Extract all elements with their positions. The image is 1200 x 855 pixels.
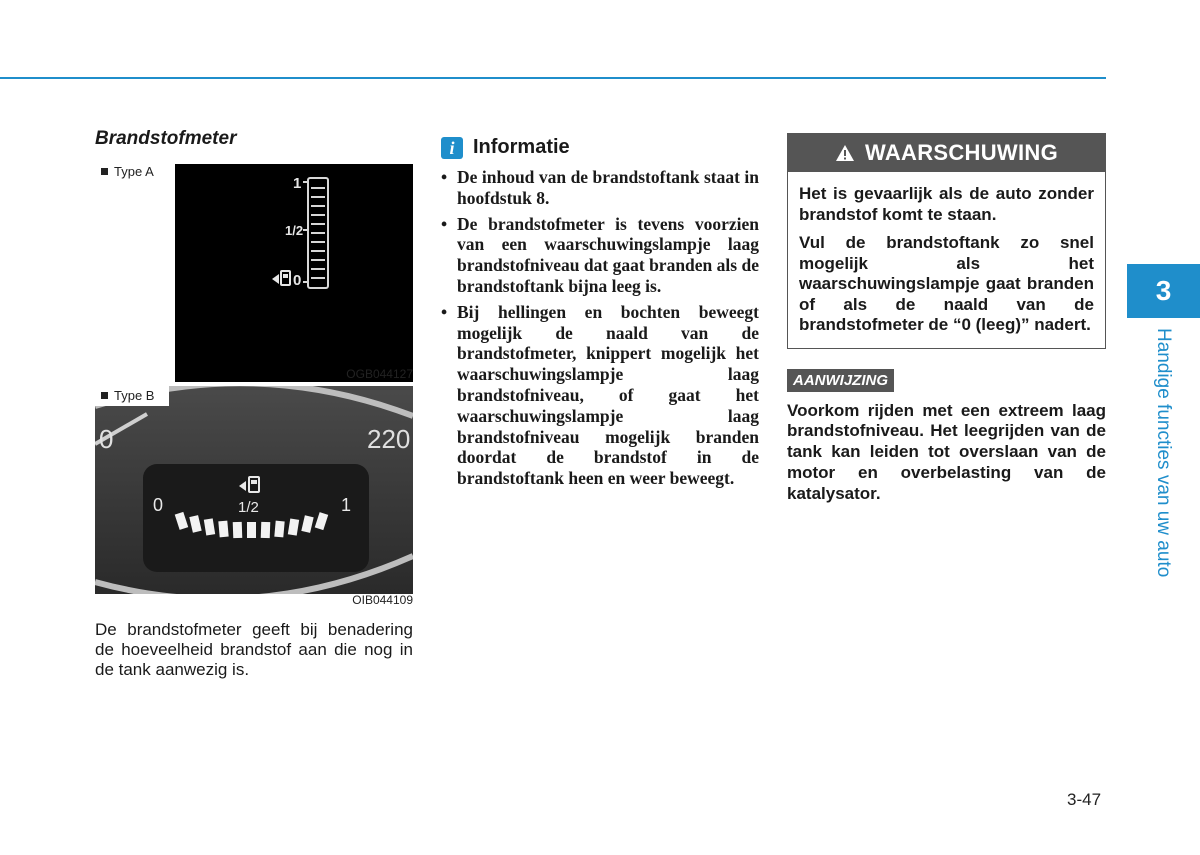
note-badge: AANWIJZING bbox=[787, 369, 894, 392]
gauge-a-empty-label: 0 bbox=[293, 272, 302, 289]
figure-label-type-a: Type A bbox=[101, 164, 154, 179]
list-item: • Bij hellingen en bochten beweegt mogelijk de naald van de brandstofmeter, knippert mogelijk het waarschuwingslampje laag brandstofniveau, of gaat het waarschuwingslampje laag brandstofniveau mogelijk branden doordat de brandstof in de brandstoftank heen en weer beweegt. bbox=[441, 302, 759, 489]
header-rule bbox=[0, 77, 1106, 79]
warning-paragraph-2: Vul de brandstoftank zo snel mogelijk als het waarschuwingslampje gaat branden of als de naald van de brandstofmeter de “0 (leeg)” nadert. bbox=[799, 233, 1094, 334]
figure-type-b bbox=[95, 386, 413, 608]
digital-fuel-gauge bbox=[175, 164, 413, 382]
warning-triangle-icon bbox=[835, 144, 855, 162]
chapter-title: Handige functies van uw auto bbox=[1153, 328, 1174, 578]
warning-section bbox=[787, 133, 1106, 504]
svg-text:0: 0 bbox=[99, 424, 114, 454]
figure-code-type-a: OGB044127 bbox=[346, 367, 413, 381]
fuel-pump-icon bbox=[272, 271, 290, 285]
info-header bbox=[441, 136, 759, 159]
info-list bbox=[441, 167, 759, 489]
square-bullet-icon bbox=[101, 392, 108, 399]
fuel-gauge-section bbox=[95, 128, 413, 680]
chapter-tab: 3 bbox=[1127, 264, 1200, 318]
info-title: Informatie bbox=[473, 136, 570, 158]
gauge-b-half-label: 1/2 bbox=[238, 499, 259, 516]
gauge-a-full-label: 1 bbox=[293, 175, 302, 192]
figure-type-a bbox=[95, 164, 413, 384]
page-number: 3-47 bbox=[1067, 790, 1102, 809]
figure-code-type-b: OIB044109 bbox=[352, 593, 413, 607]
warning-body bbox=[788, 172, 1105, 348]
speed-label-220: 220 bbox=[367, 424, 411, 454]
analog-fuel-gauge-graphic bbox=[95, 386, 413, 608]
fuel-bar-gauge-graphic bbox=[175, 164, 413, 382]
warning-box bbox=[787, 133, 1106, 349]
section-title: Brandstofmeter bbox=[95, 128, 237, 149]
warning-paragraph-1: Het is gevaarlijk als de auto zonder brandstof komt te staan. bbox=[799, 184, 1094, 224]
list-item: • De brandstofmeter is tevens voorzien van een waarschuwingslampje laag brandstofniveau dat gaat branden als de brandstoftank bijna leeg is. bbox=[441, 214, 759, 297]
note-text: Voorkom rijden met een extreem laag brandstofniveau. Het leegrijden van de tank kan leiden tot overslaan van de motor en overbelasting van de katalysator. bbox=[787, 400, 1106, 503]
square-bullet-icon bbox=[101, 168, 108, 175]
figure-label-type-b: Type B bbox=[95, 386, 169, 406]
info-icon: i bbox=[441, 137, 463, 159]
body-paragraph: De brandstofmeter geeft bij benadering de hoeveelheid brandstof aan die nog in de tank aanwezig is. bbox=[95, 620, 413, 679]
warning-title: WAARSCHUWING bbox=[864, 140, 1059, 165]
list-item: • De inhoud van de brandstoftank staat in hoofdstuk 8. bbox=[441, 167, 759, 209]
gauge-b-full-label: 1 bbox=[341, 495, 352, 515]
warning-header bbox=[788, 134, 1105, 172]
gauge-a-half-label: 1/2 bbox=[285, 223, 304, 238]
information-section bbox=[441, 136, 759, 494]
gauge-b-empty-label: 0 bbox=[153, 495, 164, 515]
